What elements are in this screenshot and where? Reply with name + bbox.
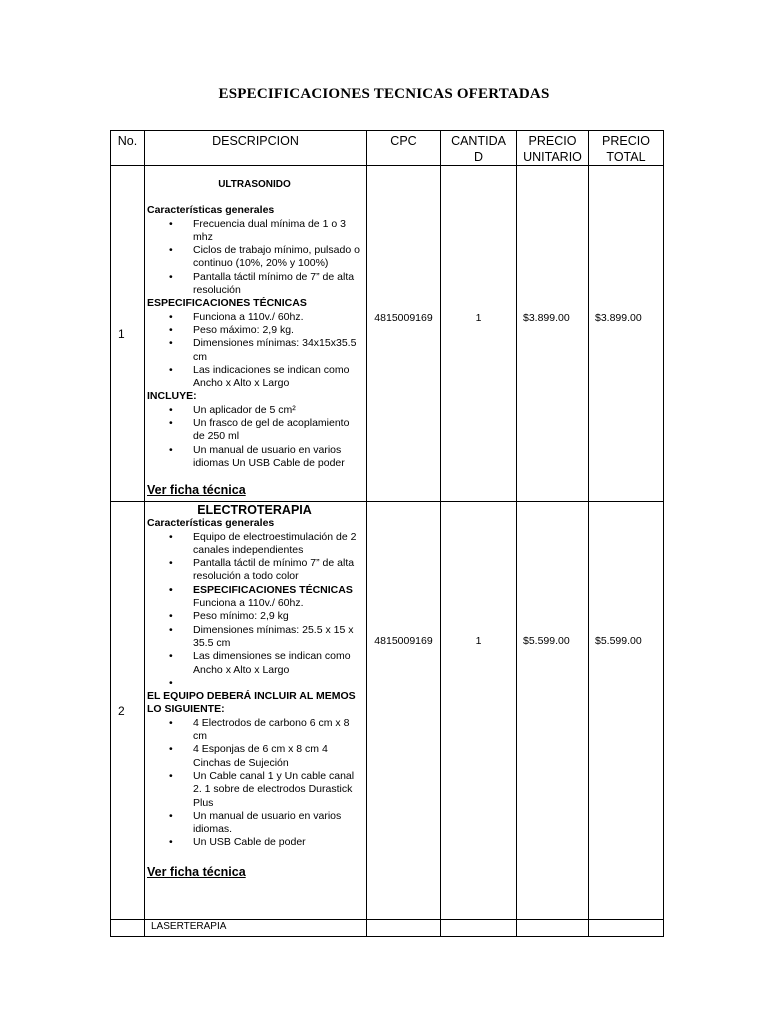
list-item: • Dimensiones mínimas: 25.5 x 15 x 35.5 cm [193, 624, 362, 651]
row-cantidad [441, 920, 517, 937]
table-row [111, 920, 664, 937]
row-cpc [367, 920, 441, 937]
header-precio-total: PRECIO TOTAL [589, 131, 664, 166]
list-item: • Las indicaciones se indican como Ancho x Alto x Largo [193, 364, 362, 391]
feature-list [147, 531, 362, 597]
list-item: • Un aplicador de 5 cm² [193, 404, 362, 417]
list-item: • 4 Esponjas de 6 cm x 8 cm 4 Cinchas de Sujeción [193, 743, 362, 770]
row-precio-unitario: $3.899.00 [517, 166, 589, 502]
list-item: • Frecuencia dual mínima de 1 o 3 mhz [193, 218, 362, 245]
feature-list [147, 311, 362, 391]
row-precio-total: $5.599.00 [589, 502, 664, 920]
feature-list [147, 218, 362, 298]
header-precio-unitario: PRECIO UNITARIO [517, 131, 589, 166]
row-description [145, 166, 367, 502]
list-item: • ESPECIFICACIONES TÉCNICAS [193, 584, 362, 597]
row-precio-total: $3.899.00 [589, 166, 664, 502]
row-description [145, 502, 367, 920]
row-description: LASERTERAPIA [145, 920, 367, 937]
row-cantidad: 1 [441, 502, 517, 920]
document-title: ESPECIFICACIONES TECNICAS OFERTADAS [218, 86, 550, 102]
row-precio-total [589, 920, 664, 937]
product-name: ULTRASONIDO [218, 179, 291, 190]
header-cpc: CPC [367, 131, 441, 166]
ver-ficha-tecnica-link[interactable]: Ver ficha técnica [147, 483, 246, 498]
row-precio-unitario [517, 920, 589, 937]
list-item: • Un USB Cable de poder [193, 836, 362, 849]
list-item: • Peso mínimo: 2,9 kg [193, 610, 362, 623]
section-heading: Características generales [147, 517, 275, 530]
spec-first-line: Funciona a 110v./ 60hz. [193, 597, 304, 610]
row-number: 1 [111, 166, 145, 502]
section-heading: INCLUYE: [147, 390, 197, 403]
section-heading: Características generales [147, 204, 275, 217]
section-heading: ESPECIFICACIONES TÉCNICAS [147, 297, 307, 310]
list-item: • Un frasco de gel de acoplamiento de 250 ml [193, 417, 362, 444]
table-row [111, 502, 664, 920]
row-number: 2 [111, 502, 145, 920]
list-item: • Peso máximo: 2,9 kg. [193, 324, 362, 337]
product-name: ELECTROTERAPIA [197, 503, 312, 517]
list-item: • Un Cable canal 1 y Un cable canal 2. 1 sobre de electrodos Durastick Plus [193, 770, 362, 810]
list-item: • Pantalla táctil mínimo de 7” de alta resolución [193, 271, 362, 298]
row-number [111, 920, 145, 937]
list-item: • Equipo de electroestimulación de 2 canales independientes [193, 531, 362, 558]
table-row [111, 166, 664, 502]
specifications-table [110, 130, 664, 937]
list-item: • Funciona a 110v./ 60hz. [193, 311, 362, 324]
list-item: • Un manual de usuario en varios idiomas. [193, 810, 362, 837]
feature-list [147, 404, 362, 470]
row-cantidad: 1 [441, 166, 517, 502]
list-item: • Dimensiones mínimas: 34x15x35.5 cm [193, 337, 362, 364]
list-item [193, 677, 362, 690]
table-header-row [111, 131, 664, 166]
list-item: • Un manual de usuario en varios idiomas Un USB Cable de poder [193, 444, 362, 471]
section-heading: EL EQUIPO DEBERÁ INCLUIR AL MEMOS LO SIGUIENTE: [147, 690, 356, 716]
row-cpc: 4815009169 [367, 166, 441, 502]
list-item: • Pantalla táctil de mínimo 7” de alta resolución a todo color [193, 557, 362, 584]
list-item: • Ciclos de trabajo mínimo, pulsado o continuo (10%, 20% y 100%) [193, 244, 362, 271]
row-precio-unitario: $5.599.00 [517, 502, 589, 920]
list-item: • Las dimensiones se indican como Ancho x Alto x Largo [193, 650, 362, 677]
ver-ficha-tecnica-link[interactable]: Ver ficha técnica [147, 864, 246, 879]
header-cantidad: CANTIDA D [441, 131, 517, 166]
feature-list [147, 610, 362, 690]
row-cpc: 4815009169 [367, 502, 441, 920]
header-descripcion: DESCRIPCION [145, 131, 367, 166]
feature-list [147, 717, 362, 850]
header-no: No. [111, 131, 145, 166]
list-item: • 4 Electrodos de carbono 6 cm x 8 cm [193, 717, 362, 744]
